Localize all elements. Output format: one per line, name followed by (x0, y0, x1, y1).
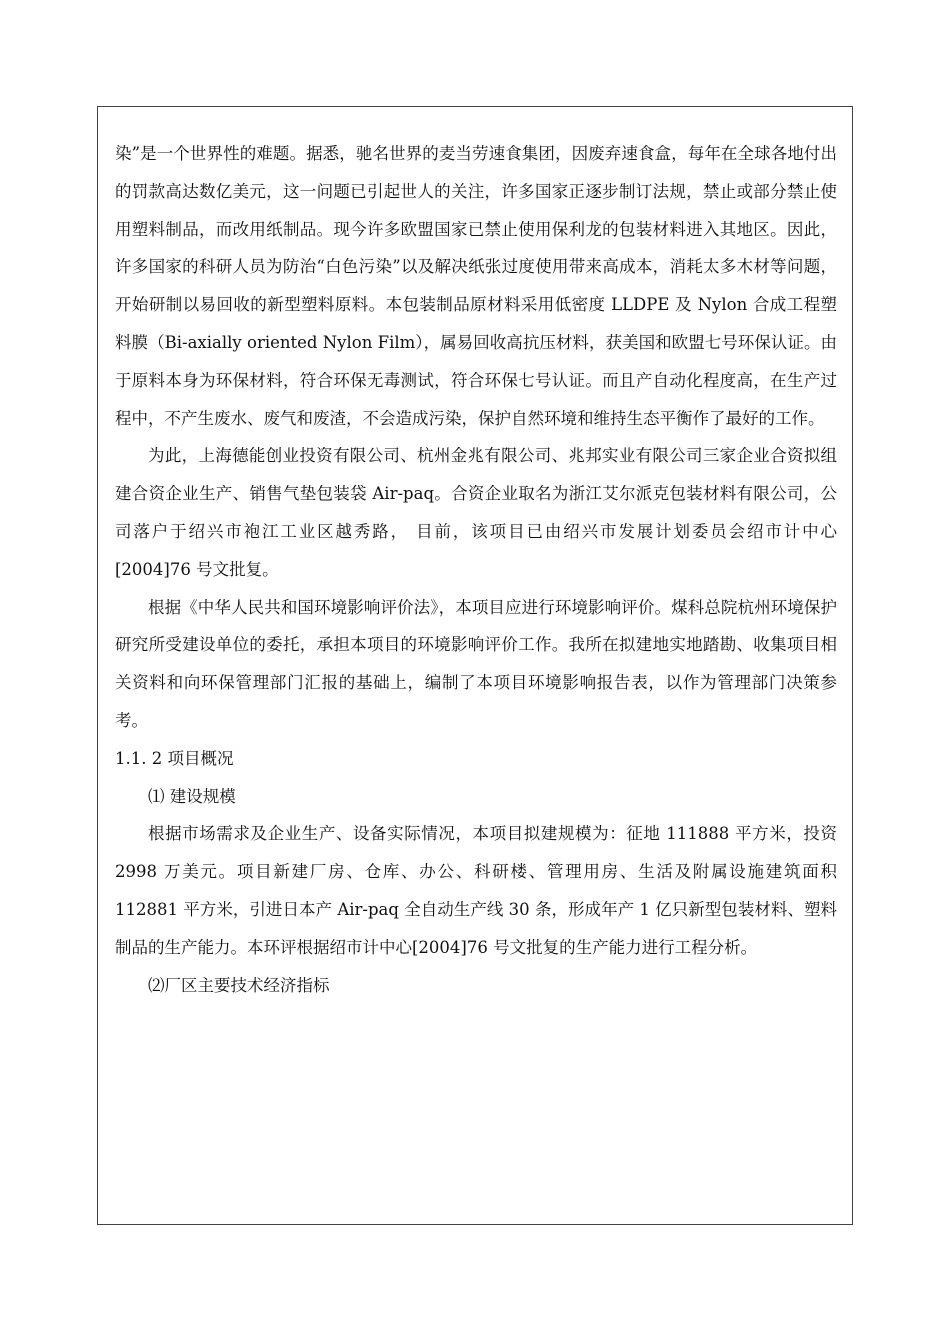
section-heading: 1.1. 2 项目概况 (115, 748, 234, 768)
document-frame (97, 106, 853, 1225)
paragraph-3: 根据《中华人民共和国环境影响评价法》，本项目应进行环境影响评价。煤科总院杭州环境保护研究所受建设单位的委托，承担本项目的环境影响评价工作。我所在拟建地实地踏勘、收集项目相关资料和向环保管理部门汇报的基础上，编制了本项目环境影响报告表，以作为管理部门决策参考。 (115, 597, 837, 730)
subheading-construction-scale: ⑴ 建设规模 (148, 786, 236, 806)
paragraph-1: 染”是一个世界性的难题。据悉，驰名世界的麦当劳速食集团，因废弃速食盒，每年在全球各地付出的罚款高达数亿美元，这一问题已引起世人的关注，许多国家正逐步制订法规，禁止或部分禁止使用塑料制品，而改用纸制品。现今许多欧盟国家已禁止使用保利龙的包装材料进入其地区。因此，许多国家的科研人员为防治“白色污染”以及解决纸张过度使用带来高成本，消耗太多木材等问题，开始研制以易回收的新型塑料原料。本包装制品原材料采用低密度 LLDPE 及 Nylon 合成工程塑料膜（Bi-axially oriented Nylon Film），属易回收高抗压材料，获美国和欧盟七号环保认证。由于原料本身为环保材料，符合环保无毒测试，符合环保七号认证。而且产自动化程度高，在生产过程中，不产生废水、废气和废渣，不会造成污染，保护自然环境和维持生态平衡作了最好的工作。 (115, 144, 837, 428)
paragraph-4: 根据市场需求及企业生产、设备实际情况，本项目拟建规模为：征地 111888 平方米，投资 2998 万美元。项目新建厂房、仓库、办公、科研楼、管理用房、生活及附属设施建筑面积 112881 平方米，引进日本产 Air-paq 全自动生产线 30 条，形成年产 1 亿只新型包装材料、塑料制品的生产能力。本环评根据绍市计中心[2004]76 号文批复的生产能力进行工程分析。 (115, 824, 837, 957)
document-body (115, 135, 837, 1004)
paragraph-2: 为此，上海德能创业投资有限公司、杭州金兆有限公司、兆邦实业有限公司三家企业合资拟组建合资企业生产、销售气垫包装袋 Air-paq。合资企业取名为浙江艾尔派克包装材料有限公司，公司落户于绍兴市袍江工业区越秀路， 目前，该项目已由绍兴市发展计划委员会绍市计中心 [2004]76 号文批复。 (115, 446, 837, 579)
subheading-economic-indicators: ⑵厂区主要技术经济指标 (148, 975, 330, 995)
